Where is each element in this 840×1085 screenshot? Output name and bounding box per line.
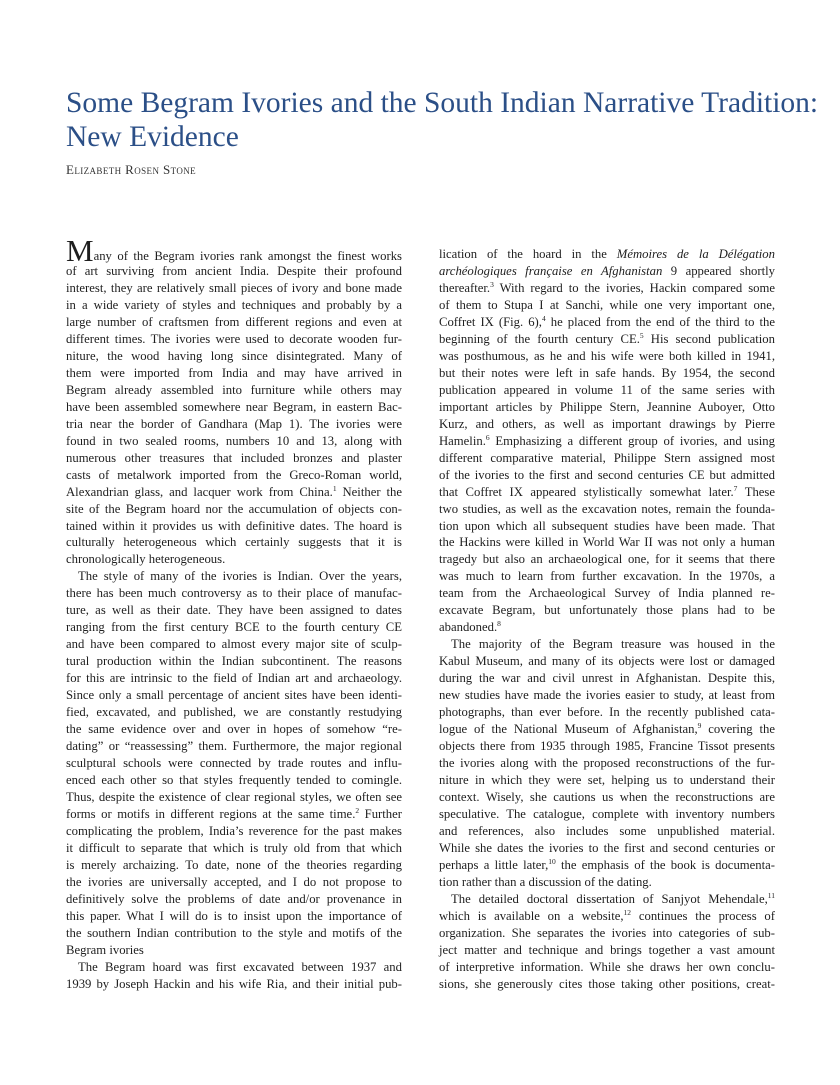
text-line: The Begram hoard was first excavated between 1937 and bbox=[78, 959, 402, 974]
text-line: archéologiques française en Afghanistan 9 appeared shortly bbox=[439, 263, 776, 278]
text-line: niture, the wood having long since disintegrated. Many of bbox=[66, 348, 402, 363]
text-line: tion rather than a discussion of the dating. bbox=[439, 874, 652, 889]
text-line: Thus, despite the existence of clear regional styles, we often see bbox=[66, 790, 402, 804]
text-line: Since only a small percentage of ancient sites have been identi- bbox=[66, 688, 402, 703]
text-line: The majority of the Begram treasure was housed in the bbox=[451, 637, 775, 652]
right-column bbox=[439, 246, 775, 993]
text-line: of art surviving from ancient India. Despite their profound bbox=[66, 263, 402, 278]
text-line: Kurz, and others, as well as important drawings by Pierre bbox=[439, 416, 775, 431]
text-line: the Hackins were killed in World War II was not only a human bbox=[439, 535, 775, 550]
footnote-ref: 10 bbox=[548, 856, 556, 866]
article-title bbox=[66, 86, 819, 154]
text-line: there has been much controversy as to their place of manufac- bbox=[66, 586, 402, 601]
text-line: complicating the problem, India’s reverence for the past makes bbox=[66, 823, 402, 838]
text-line: chronologically heterogeneous. bbox=[66, 552, 226, 567]
text-line: Begram ivories bbox=[66, 942, 144, 957]
text-line: site of the Begram hoard nor the accumulation of objects con- bbox=[66, 501, 402, 516]
text-line: numerous other treasures that included bronzes and plaster bbox=[66, 450, 402, 465]
text-line: sions, she generously cites those taking other positions, creat- bbox=[439, 976, 775, 991]
text-line: ranging from the first century BCE to the fourth century CE bbox=[66, 620, 402, 635]
text-line: niture in which they were set, helping us to understand their bbox=[439, 773, 775, 788]
text-line: and have been compared to almost every major site of sculp- bbox=[66, 637, 402, 652]
text-line: important articles by Philippe Stern, Jeannine Auboyer, Otto bbox=[439, 399, 775, 414]
text-line: have been assembled somewhere near Begram, in eastern Bac- bbox=[66, 399, 402, 414]
text-line: is merely archaizing. To date, none of the theories regarding bbox=[66, 857, 402, 872]
text-line: perhaps a little later,$^{10}$ the emphasis of the book is documenta- bbox=[439, 856, 776, 872]
text-line: abandoned.$^8$ bbox=[439, 619, 501, 635]
footnote-ref: 8 bbox=[497, 619, 501, 629]
text-line: sculptural schools were connected by trade routes and influ- bbox=[66, 756, 402, 771]
text-line: thereafter.$^3$ With regard to the ivories, Hackin compared some bbox=[439, 279, 775, 295]
journal-title: Mémoires de la Délégation bbox=[616, 247, 775, 261]
text-line: beginning of the fourth century CE.$^5$ His second publication bbox=[439, 330, 775, 346]
text-line: found in two sealed rooms, numbers 10 and 13, along with bbox=[66, 433, 402, 448]
text-line: them were imported from India and may have arrived in bbox=[66, 365, 402, 380]
footnote-ref: 7 bbox=[733, 483, 738, 493]
text-line: lication of the hoard in the Mémoires de la Délégation bbox=[439, 247, 775, 261]
left-column bbox=[66, 233, 403, 993]
text-line: casts of metalwork imported from the Greco-Roman world, bbox=[66, 467, 402, 482]
text-line: of the ivories to the first and second centuries CE but admitted bbox=[439, 467, 775, 482]
footnote-ref: 12 bbox=[623, 907, 632, 917]
text-line: different comparative material, Philippe Stern assigned most bbox=[439, 450, 775, 465]
text-line: excavate Begram, but unfortunately those plans had to be bbox=[439, 603, 775, 618]
text-line: for this are intrinsic to the field of Indian art and archaeology. bbox=[66, 671, 402, 686]
text-line: definitively solve the problems of date and/or provenance in bbox=[66, 891, 402, 906]
text-line: publication appeared in volume 11 of the same series with bbox=[439, 382, 775, 397]
footnote-ref: 3 bbox=[490, 279, 494, 289]
text-line: ture, as well as their date. They have been assigned to dates bbox=[66, 603, 402, 618]
text-line: large number of craftsmen from different regions and even at bbox=[66, 314, 402, 329]
text-line: was posthumous, as he and his wife were both killed in 1941, bbox=[439, 348, 775, 363]
text-line: two studies, as well as the excavation notes, remain the founda- bbox=[439, 501, 775, 516]
text-line: tural production within the Indian subcontinent. The reasons bbox=[66, 654, 402, 669]
text-line: of interpretive information. While she draws her own conclu- bbox=[439, 959, 775, 974]
footnote-ref: 9 bbox=[697, 721, 702, 731]
text-line: interest, they are relatively small pieces of ivory and bone made bbox=[66, 280, 402, 295]
text-line: new studies have made the ivories easier to study, at least from bbox=[439, 688, 775, 703]
footnote-ref: 6 bbox=[485, 432, 490, 442]
text-line: tragedy but also an archaeological one, for it seems that there bbox=[439, 552, 775, 567]
text-line: speculative. The catalogue, complete with inventory numbers bbox=[439, 806, 775, 821]
text-line: enced each other so that styles frequently tended to comingle. bbox=[66, 773, 402, 788]
text-line: forms or motifs in different regions at the same time.$^2$ Further bbox=[66, 805, 403, 821]
footnote-ref: 11 bbox=[767, 890, 775, 900]
text-line: that Coffret IX appeared stylistically somewhat later.$^7$ These bbox=[439, 483, 775, 499]
text-line: Kabul Museum, and many of its objects were lost or damaged bbox=[439, 654, 775, 669]
text-line: the same evidence over and over in hopes of somehow “re- bbox=[66, 722, 402, 737]
text-line: this paper. What I will do is to insist upon the importance of bbox=[66, 908, 402, 923]
text-line: the ivories are universally accepted, and I do not propose to bbox=[66, 874, 402, 889]
text-line: context. Wisely, she cautions us when the reconstructions are bbox=[439, 790, 775, 804]
text-line: The style of many of the ivories is Indian. Over the years, bbox=[78, 569, 402, 584]
text-line: in a wide variety of styles and techniques and probably by a bbox=[66, 297, 402, 312]
text-line: While she dates the ivories to the first and second centuries or bbox=[439, 840, 775, 855]
text-line: dating” or “reassessing” them. Furthermore, the major regional bbox=[66, 739, 402, 754]
text-line: objects there from 1935 through 1985, Francine Tissot presents bbox=[439, 739, 775, 754]
text-line: tion upon which all subsequent studies have been made. That bbox=[439, 518, 775, 533]
title-line-1: Some Begram Ivories and the South Indian Narrative Tradition: bbox=[66, 87, 819, 119]
text-line: ject matter and technique and brings together a vast amount bbox=[439, 942, 775, 957]
title-line-2: New Evidence bbox=[66, 121, 239, 153]
text-line: of them to Stupa I at Sanchi, while one very important one, bbox=[439, 297, 775, 312]
text-line: tria near the border of Gandhara (Map 1). The ivories were bbox=[66, 416, 402, 431]
text-line: the southern Indian contribution to the style and motifs of the bbox=[66, 925, 402, 940]
text-line: 1939 by Joseph Hackin and his wife Ria, and their initial pub- bbox=[66, 976, 402, 991]
text-line: Begram already assembled into furniture while others may bbox=[66, 382, 402, 397]
text-line: Hamelin.$^6$ Emphasizing a different group of ivories, and using bbox=[439, 432, 775, 448]
footnote-ref: 2 bbox=[355, 805, 360, 815]
text-line: team from the Archaeological Survey of India planned re- bbox=[439, 586, 775, 601]
text-line: Coffret IX (Fig. 6),$^4$ he placed from the end of the third to the bbox=[439, 313, 776, 329]
text-line: Many of the Begram ivories rank amongst the finest works bbox=[66, 233, 402, 268]
drop-cap: M bbox=[66, 233, 94, 268]
text-line: but their notes were left in safe hands. By 1954, the second bbox=[439, 365, 775, 380]
text-line: during the war and civil unrest in Afghanistan. Despite this, bbox=[439, 671, 775, 686]
text-line: logue of the National Museum of Afghanistan,$^9$ covering the bbox=[439, 721, 776, 737]
text-line: different times. The ivories were used to decorate wooden fur- bbox=[66, 331, 402, 346]
text-line: culturally heterogeneous which certainly suggests that it is bbox=[66, 535, 402, 550]
text-line: and references, also includes some unpublished material. bbox=[439, 823, 775, 838]
text-line: The detailed doctoral dissertation of Sanjyot Mehendale,$^{11}$ bbox=[451, 890, 775, 906]
text-line: it difficult to separate that which is truly old from that which bbox=[66, 840, 402, 855]
text-line: tained within it provides us with definitive dates. The hoard is bbox=[66, 518, 402, 533]
footnote-ref: 5 bbox=[639, 330, 644, 340]
journal-title-cont: archéologiques française en Afghanistan bbox=[439, 263, 663, 278]
text-line: Alexandrian glass, and lacquer work from China.$^1$ Neither the bbox=[66, 483, 403, 499]
text-line: photographs, than ever before. In the recently published cata- bbox=[439, 705, 775, 720]
text-line: organization. She separates the ivories into categories of sub- bbox=[439, 925, 775, 940]
footnote-ref: 4 bbox=[541, 313, 546, 323]
text-line: fied, excavated, and published, we are constantly restudying bbox=[66, 705, 402, 720]
text-line: which is available on a website,$^{12}$ continues the process of bbox=[439, 907, 775, 923]
author-byline: Elizabeth Rosen Stone bbox=[66, 162, 197, 177]
text-line: was much to learn from further excavation. In the 1970s, a bbox=[439, 569, 775, 584]
text-line: the ivories along with the proposed reconstructions of the fur- bbox=[439, 756, 775, 771]
footnote-ref: 1 bbox=[332, 483, 337, 493]
